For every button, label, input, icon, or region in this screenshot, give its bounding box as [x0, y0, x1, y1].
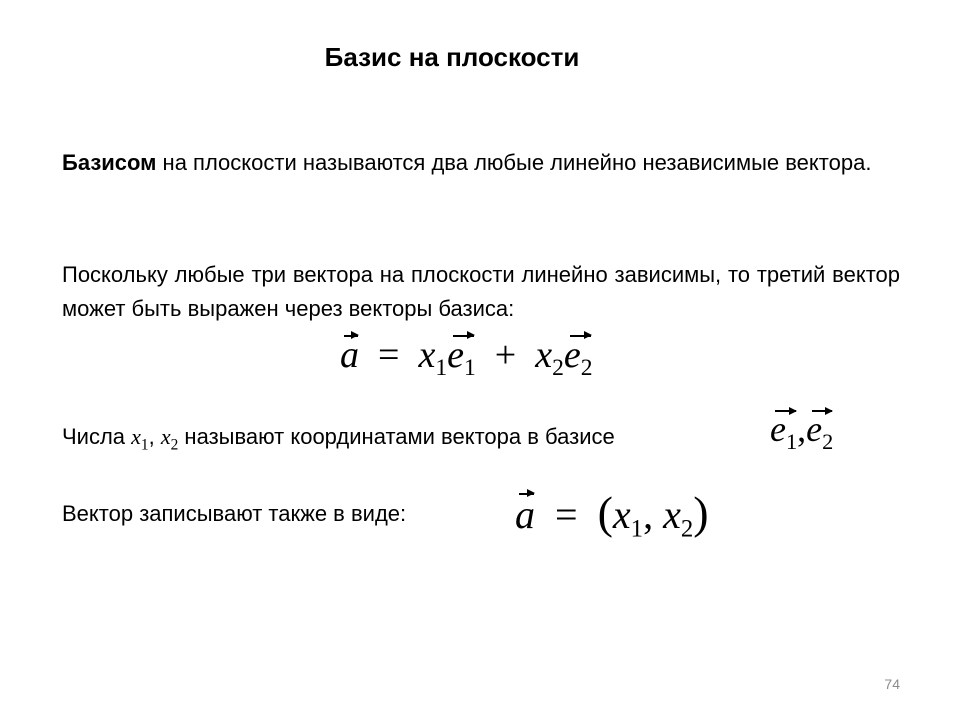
dependence-paragraph: Поскольку любые три вектора на плоскости линейно зависимы, то третий вектор может быть выражен через векторы базиса:: [62, 262, 900, 321]
coef-x1: $x_1$: [418, 334, 448, 382]
definition-term: Базисом: [62, 150, 157, 175]
plus-sign: +: [494, 334, 517, 376]
equals-sign: =: [378, 334, 400, 376]
vector-e1: $e_1$: [447, 334, 476, 382]
definition-paragraph: [62, 146, 900, 180]
notation-paragraph: Вектор записывают также в виде:: [62, 501, 407, 526]
coords-vector-a: a: [515, 492, 535, 537]
coords-x1: $x_1$: [612, 492, 644, 543]
open-paren: (: [597, 487, 613, 538]
decomposition-formula: [340, 333, 593, 382]
vector-a: a: [340, 334, 359, 376]
inline-x2: $x_2$: [160, 424, 179, 454]
coordinates-formula: [515, 486, 709, 544]
inline-x1: $x_1$: [131, 424, 149, 454]
page-number: 74: [884, 676, 900, 692]
vector-e2: $e_2$: [563, 334, 593, 382]
basis-e1: $e_1$: [770, 409, 798, 454]
basis-e2: $e_2$: [806, 409, 834, 454]
coordinates-paragraph: Числа $x_1$, $x_2$ называют координатами вектора в базисе: [62, 424, 615, 454]
slide-title: Базис на плоскости: [324, 42, 580, 72]
coords-x2: $x_2$: [663, 492, 694, 543]
coords-comma: ,: [643, 492, 654, 537]
coef-x2: $x_2$: [535, 334, 564, 382]
definition-text: на плоскости называются два любые линейно независимые вектора.: [156, 150, 872, 175]
basis-formula: [770, 408, 833, 455]
basis-comma: ,: [797, 409, 807, 449]
coords-equals: =: [555, 492, 578, 537]
close-paren: ): [693, 487, 709, 538]
